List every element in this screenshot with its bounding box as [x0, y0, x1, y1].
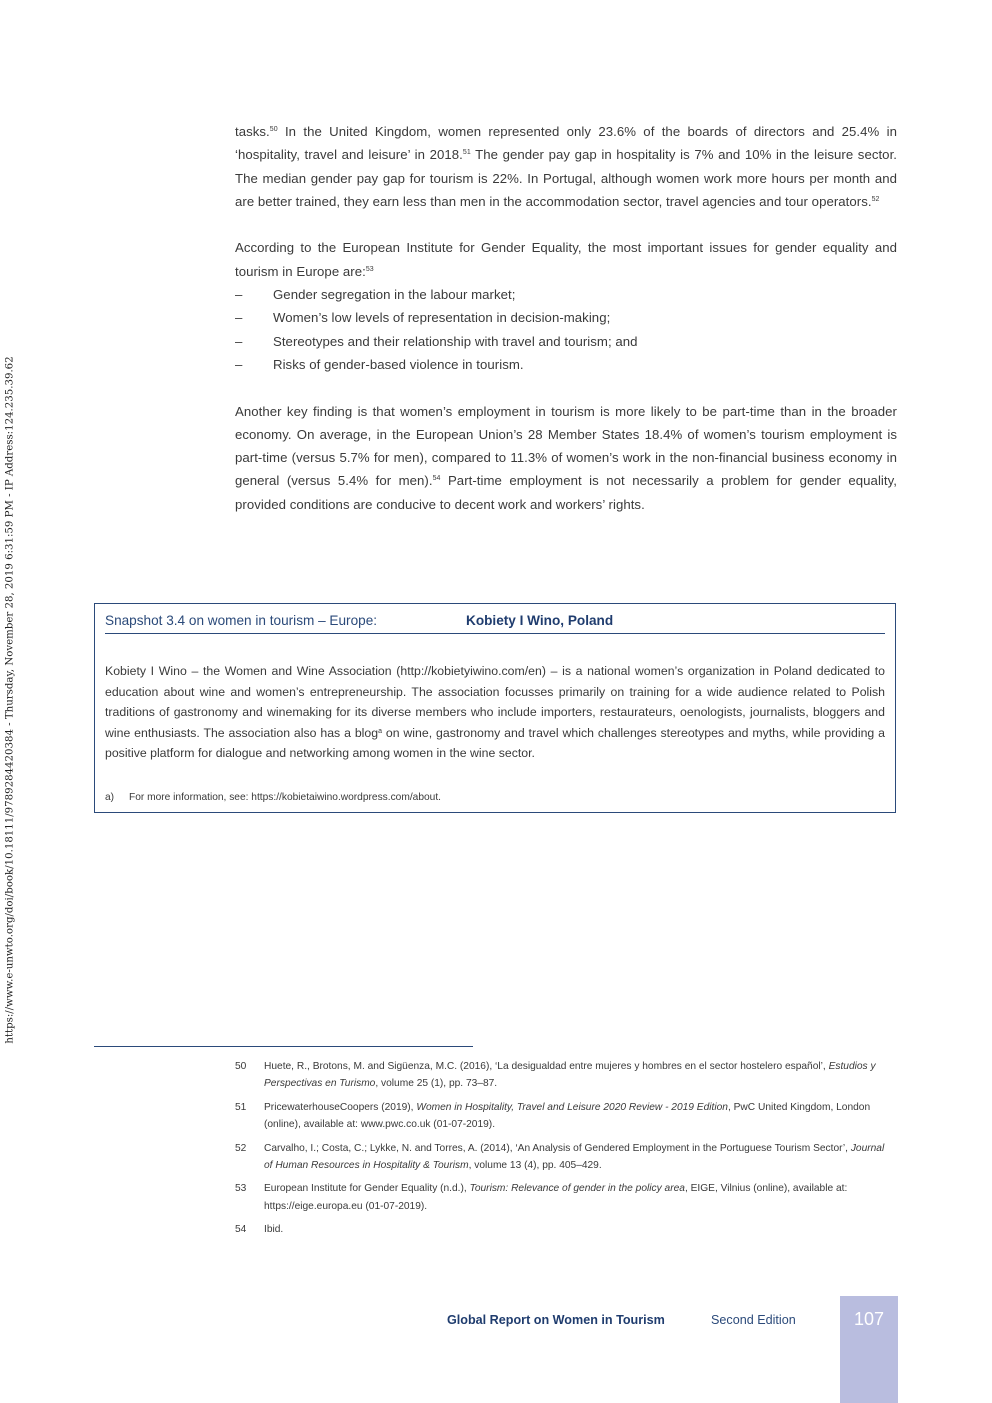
- footnote-ref-54[interactable]: 54: [432, 475, 441, 483]
- list-dash: –: [235, 287, 243, 303]
- paragraph-2: [235, 236, 897, 283]
- list-item: [235, 330, 897, 353]
- footnote-number: 50: [235, 1061, 247, 1072]
- snapshot-text-a: Kobiety I Wino – the Women and Wine Association (http://kobietyiwino.com/en) – is a national women’s organization in Poland dedicated to education about wine and women’s entrepreneurship. The association focusses primarily on training for a wide audience related to Polish traditions of gastronomy and winemaking for its diverse members who include importers, restaurateurs, oenologists, journalists, bloggers and wine enthusiasts. The association also has a blog: [105, 664, 885, 740]
- snapshot-title: Kobiety I Wino, Poland: [466, 613, 614, 628]
- list-item-text: Gender segregation in the labour market;: [273, 287, 516, 303]
- footnote-52: [235, 1140, 887, 1175]
- list-item-text: Risks of gender-based violence in tourism.: [273, 356, 524, 372]
- footnote-50: [235, 1058, 887, 1093]
- footer-edition: Second Edition: [711, 1313, 796, 1327]
- list-item-text: Stereotypes and their relationship with travel and tourism; and: [273, 333, 638, 349]
- footnote-ref-52[interactable]: 52: [871, 195, 880, 203]
- footnote-text: Ibid.: [264, 1224, 284, 1236]
- footnote-54: [235, 1221, 887, 1238]
- download-stamp-text: https://www.e-unwto.org/doi/book/10.18111/9789284420384 - Thursday, November 28, 2019 6:31:59 PM - IP Address:124.235.39.62: [4, 356, 16, 1044]
- snapshot-note-mark: a): [105, 792, 115, 803]
- page-number-tab: [840, 1296, 898, 1403]
- para1-text-b: In the United Kingdom, women represented only 23.6% of the boards of directors and 25.4% in ‘hospitality, travel and leisure’ in 2018.: [235, 124, 897, 163]
- main-text: [235, 120, 897, 539]
- snapshot-note: [105, 792, 441, 803]
- snapshot-label: Snapshot 3.4 on women in tourism – Europe:: [105, 613, 378, 628]
- footnote-number: 52: [235, 1142, 247, 1154]
- snapshot-text: [105, 661, 885, 764]
- list-dash: –: [235, 356, 243, 372]
- footnote-number: 53: [235, 1183, 247, 1195]
- footnote-ref-53[interactable]: 53: [365, 265, 374, 273]
- snapshot-text-b: on wine, gastronomy and travel which challenges stereotypes and myths, while providing a positive platform for dialogue and networking among women in the wine sector.: [105, 725, 885, 760]
- footnotes: [235, 1058, 887, 1245]
- footnote-text: PricewaterhouseCoopers (2019), Women in Hospitality, Travel and Leisure 2020 Review - 2019 Edition, PwC United Kingdom, London (online), available at: www.pwc.co.uk (01-07-2019).: [264, 1101, 871, 1131]
- list-dash: –: [235, 333, 243, 349]
- paragraph-3: [235, 400, 897, 516]
- footnote-divider: [94, 1046, 473, 1047]
- list-item: [235, 306, 897, 329]
- list-item: [235, 283, 897, 306]
- para3-text-a: Another key finding is that women’s employment in tourism is more likely to be part-time than in the broader economy. On average, in the European Union’s 28 Member States 18.4% of women’s tourism employment is part-time (versus 5.7% for men), compared to 11.3% of women’s work in the non-financial business economy in general (versus 5.4% for men).: [235, 403, 897, 489]
- list-dash: –: [235, 310, 243, 326]
- page-number: 107: [853, 1309, 885, 1329]
- list-item: [235, 353, 897, 376]
- snapshot-header: [105, 612, 885, 634]
- snapshot-note-ref[interactable]: a: [378, 727, 382, 735]
- footnote-number: 54: [235, 1224, 247, 1236]
- paragraph-1: [235, 120, 897, 213]
- issues-list: [235, 283, 897, 376]
- footnote-ref-51[interactable]: 51: [462, 149, 471, 157]
- footnote-text: Huete, R., Brotons, M. and Sigüenza, M.C. (2016), ‘La desigualdad entre mujeres y hombres en el sector hostelero español’, Estudios y Perspectivas en Turismo, volume 25 (1), pp. 73–87.: [264, 1061, 876, 1090]
- download-stamp: [0, 0, 20, 1403]
- snapshot-box: [94, 603, 896, 813]
- para2-text: According to the European Institute for Gender Equality, the most important issues for gender equality and tourism in Europe are:: [235, 240, 897, 279]
- footnote-number: 51: [235, 1101, 247, 1113]
- footnote-text: European Institute for Gender Equality (n.d.), Tourism: Relevance of gender in the policy area, EIGE, Vilnius (online), available at: https://eige.europa.eu (01-07-2019).: [264, 1183, 848, 1212]
- footnote-53: [235, 1180, 887, 1215]
- footnote-51: [235, 1099, 887, 1134]
- para1-text-a: tasks.: [235, 124, 270, 139]
- footnote-text: Carvalho, I.; Costa, C.; Lykke, N. and Torres, A. (2014), ‘An Analysis of Gendered Employment in the Portuguese Tourism Sector’, Journal of Human Resources in Hospitality & Tourism, volume 13 (4), pp. 405–429.: [264, 1142, 885, 1172]
- para1-text-c: The gender pay gap in hospitality is 7% and 10% in the leisure sector. The median gender pay gap for tourism is 22%. In Portugal, although women work more hours per month and are better trained, they earn less than men in the accommodation sector, travel agencies and tour operators.: [235, 147, 897, 209]
- list-item-text: Women’s low levels of representation in decision-making;: [273, 310, 611, 326]
- footer-report-title: Global Report on Women in Tourism: [447, 1313, 665, 1327]
- snapshot-note-text: For more information, see: https://kobietaiwino.wordpress.com/about.: [129, 792, 441, 803]
- footnote-ref-50[interactable]: 50: [269, 126, 278, 133]
- para3-text-b: Part-time employment is not necessarily a problem for gender equality, provided conditions are conducive to decent work and workers’ rights.: [235, 473, 897, 512]
